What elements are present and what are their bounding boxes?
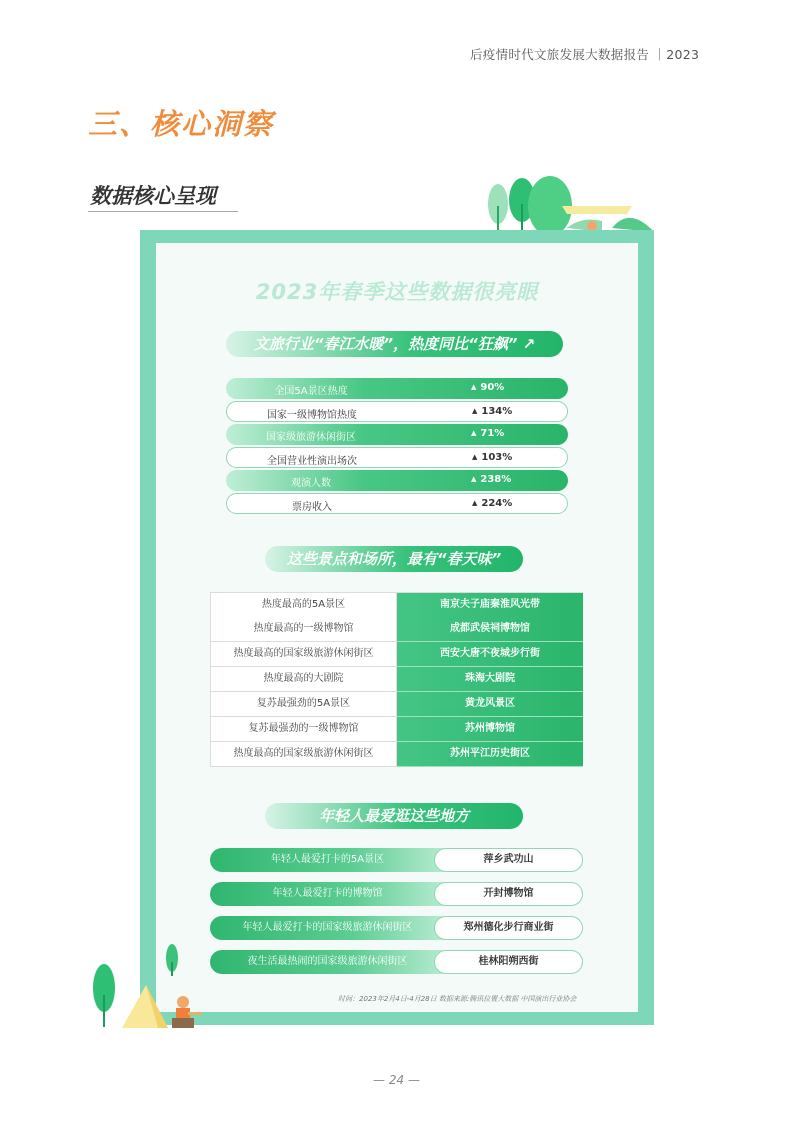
list-item xyxy=(210,950,583,974)
up-triangle-icon: ▲ xyxy=(471,383,477,391)
list-value: 萍乡武功山 xyxy=(434,848,583,872)
table-value: 黄龙风景区 xyxy=(397,692,583,717)
stat-value: 71% xyxy=(480,428,505,439)
table-row xyxy=(210,617,583,642)
subtitle-underline xyxy=(88,211,238,212)
list-value: 桂林阳朔西街 xyxy=(434,950,583,974)
table-label: 热度最高的国家级旅游休闲街区 xyxy=(210,642,397,667)
section-title: 三、核心洞察 xyxy=(88,107,275,141)
table-label: 热度最高的大剧院 xyxy=(210,667,397,692)
stat-label: 票房收入 xyxy=(292,502,332,513)
stat-label: 国家级旅游休闲街区 xyxy=(266,432,356,443)
infographic-title: 2023年春季这些数据很亮眼 xyxy=(255,280,539,304)
table-value: 珠海大剧院 xyxy=(397,667,583,692)
table-label: 复苏最强劲的5A景区 xyxy=(210,692,397,717)
block3-title: 年轻人最爱逛这些地方 xyxy=(265,803,523,829)
table-value: 苏州平江历史街区 xyxy=(397,742,583,767)
list-item xyxy=(210,848,583,872)
up-triangle-icon: ▲ xyxy=(472,453,478,461)
table-value: 南京夫子庙秦淮风光带 xyxy=(397,593,583,618)
stat-label: 全国营业性演出场次 xyxy=(267,456,357,467)
stat-label: 国家一级博物馆热度 xyxy=(267,410,357,421)
stat-value: 238% xyxy=(480,474,512,485)
stat-label: 观演人数 xyxy=(291,478,331,489)
list-label: 年轻人最爱打卡的博物馆 xyxy=(210,882,445,906)
table-value: 苏州博物馆 xyxy=(397,717,583,742)
table-label: 热度最高的国家级旅游休闲街区 xyxy=(210,742,397,767)
table-row xyxy=(210,642,583,667)
stat-row xyxy=(226,470,568,491)
table-value: 西安大唐不夜城步行街 xyxy=(397,642,583,667)
block2-title: 这些景点和场所，最有“春天味” xyxy=(265,546,523,572)
table-row xyxy=(210,692,583,717)
report-header-title: 后疫情时代文旅发展大数据报告 ｜2023 xyxy=(470,47,700,62)
block1-title-text: 文旅行业“春江水暖”，热度同比“狂飙” xyxy=(253,335,518,353)
list-item xyxy=(210,882,583,906)
table-row xyxy=(210,717,583,742)
table-row xyxy=(210,742,583,767)
up-triangle-icon: ▲ xyxy=(471,429,477,437)
table-row xyxy=(210,592,583,618)
page-number: — 24 — xyxy=(373,1073,420,1087)
list-label: 夜生活最热闹的国家级旅游休闲街区 xyxy=(210,950,445,974)
list-value: 开封博物馆 xyxy=(434,882,583,906)
up-triangle-icon: ▲ xyxy=(472,407,478,415)
section-subtitle: 数据核心呈现 xyxy=(90,184,216,208)
camping-illustration xyxy=(88,940,208,1035)
table-label: 热度最高的5A景区 xyxy=(210,593,397,618)
stat-row xyxy=(226,493,568,514)
list-item xyxy=(210,916,583,940)
stat-row xyxy=(226,401,568,422)
list-value: 郑州德化步行商业街 xyxy=(434,916,583,940)
data-source-note: 时间：2023年2月4日-4月28日 数据来源:腾讯位置大数据 中国演出行业协会 xyxy=(338,995,577,1003)
stat-row xyxy=(226,447,568,468)
up-triangle-icon: ▲ xyxy=(471,475,477,483)
stat-row xyxy=(226,378,568,399)
stat-row xyxy=(226,424,568,445)
list-label: 年轻人最爱打卡的5A景区 xyxy=(210,848,445,872)
stat-value: 103% xyxy=(481,452,513,463)
table-value: 成都武侯祠博物馆 xyxy=(397,617,583,642)
table-row xyxy=(210,667,583,692)
stat-label: 全国5A景区热度 xyxy=(274,386,348,397)
stat-value: 134% xyxy=(481,406,513,417)
block1-title xyxy=(226,331,563,357)
up-triangle-icon: ▲ xyxy=(472,499,478,507)
table-label: 复苏最强劲的一级博物馆 xyxy=(210,717,397,742)
list-label: 年轻人最爱打卡的国家级旅游休闲街区 xyxy=(210,916,445,940)
stat-value: 224% xyxy=(481,498,513,509)
table-label: 热度最高的一级博物馆 xyxy=(210,617,397,642)
rising-arrow-icon: ↗ xyxy=(522,335,536,353)
stat-value: 90% xyxy=(480,382,505,393)
